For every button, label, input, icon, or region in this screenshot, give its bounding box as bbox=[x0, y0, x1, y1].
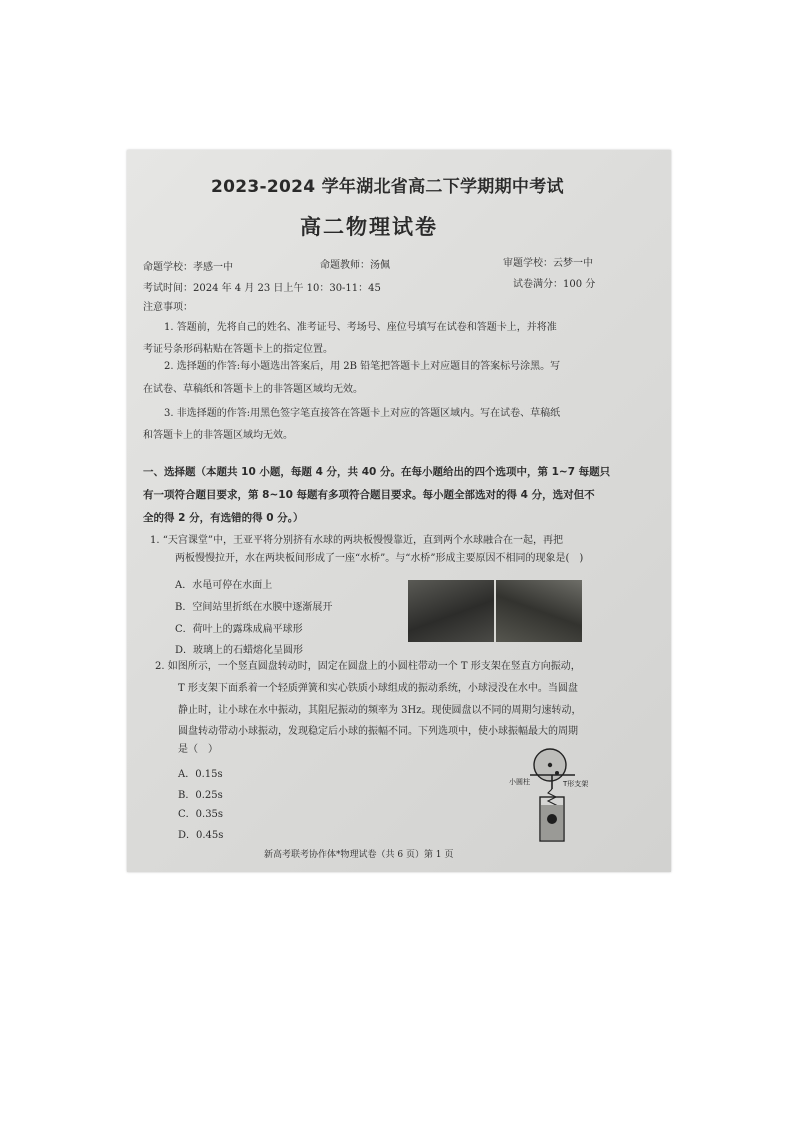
question-2-stem: T 形支架下面系着一个轻质弹簧和实心铁质小球组成的振动系统，小球浸没在水中。当圆盘 bbox=[178, 683, 578, 694]
section-instructions: 全的得 2 分，有选错的得 0 分。） bbox=[143, 512, 304, 524]
notice-line: 和答题卡上的非答题区域均无效。 bbox=[143, 430, 293, 441]
notice-line: 考证号条形码粘贴在答题卡上的指定位置。 bbox=[143, 344, 333, 355]
notice-line: 1. 答题前，先将自己的姓名、准考证号、考场号、座位号填写在试卷和答题卡上，并将准 bbox=[164, 322, 557, 333]
question-1-option-a: A．水黾可停在水面上 bbox=[175, 580, 273, 591]
meta-score: 试卷满分：100 分 bbox=[513, 279, 596, 290]
notice-line: 2. 选择题的作答:每小题选出答案后，用 2B 铅笔把答题卡上对应题目的答案标号涂黑。写 bbox=[164, 361, 561, 372]
question-2-stem: 2. 如图所示，一个竖直圆盘转动时，固定在圆盘上的小圆柱带动一个 T 形支架在竖直方向振动， bbox=[155, 661, 581, 672]
question-2-option-b: B．0.25s bbox=[178, 790, 223, 801]
meta-reviewer: 审题学校：云梦一中 bbox=[503, 258, 593, 269]
question-1-option-b: B．空间站里折纸在水膜中逐渐展开 bbox=[175, 602, 333, 613]
question-1-option-d: D．玻璃上的石蜡熔化呈圆形 bbox=[175, 645, 304, 656]
notice-line: 在试卷、草稿纸和答题卡上的非答题区域均无效。 bbox=[143, 384, 363, 395]
question-2-option-a: A．0.15s bbox=[178, 769, 223, 780]
page-footer: 新高考联考协作体*物理试卷（共 6 页）第 1 页 bbox=[264, 850, 454, 860]
exam-title: 2023-2024 学年湖北省高二下学期期中考试 bbox=[211, 177, 564, 197]
notice-line: 3. 非选择题的作答:用黑色签字笔直接答在答题卡上对应的答题区域内。写在试卷、草稿纸 bbox=[164, 408, 561, 419]
bracket-label: T形支架 bbox=[563, 780, 589, 788]
question-1-option-c: C．荷叶上的露珠成扁平球形 bbox=[175, 624, 303, 635]
meta-time: 考试时间：2024 年 4 月 23 日上午 10：30-11：45 bbox=[143, 283, 381, 294]
question-1-stem: 两板慢慢拉开，水在两块板间形成了一座“水桥”。与“水桥”形成主要原因不相同的现象是( ) bbox=[175, 553, 584, 564]
question-1-stem: 1. “天宫课堂”中，王亚平将分别挤有水球的两块板慢慢靠近，直到两个水球融合在一起，再把 bbox=[150, 535, 563, 546]
question-2-option-d: D．0.45s bbox=[178, 830, 224, 841]
question-2-stem: 是（ ） bbox=[178, 744, 218, 755]
exam-subtitle: 高二物理试卷 bbox=[300, 215, 438, 239]
section-instructions: 有一项符合题目要求，第 8~10 每题有多项符合题目要求。每小题全部选对的得 4 分，选对但不 bbox=[143, 489, 595, 501]
question-2-stem: 圆盘转动带动小球振动，发现稳定后小球的振幅不同。下列选项中，使小球振幅最大的周期 bbox=[178, 726, 578, 737]
meta-teacher: 命题教师：汤佩 bbox=[320, 260, 390, 271]
section-instructions: 一、选择题（本题共 10 小题，每题 4 分，共 40 分。在每小题给出的四个选项中，第 1~7 每题只 bbox=[143, 466, 611, 478]
meta-school: 命题学校：孝感一中 bbox=[143, 262, 233, 273]
notice-heading: 注意事项： bbox=[143, 302, 193, 313]
question-2-stem: 静止时，让小球在水中振动，其阻尼振动的频率为 3Hz。现使圆盘以不同的周期匀速转动， bbox=[178, 705, 582, 716]
question-2-option-c: C．0.35s bbox=[178, 809, 224, 820]
water-bridge-photo bbox=[408, 580, 582, 642]
oscillator-diagram bbox=[505, 745, 595, 845]
cylinder-label: 小圆柱 bbox=[509, 778, 530, 786]
